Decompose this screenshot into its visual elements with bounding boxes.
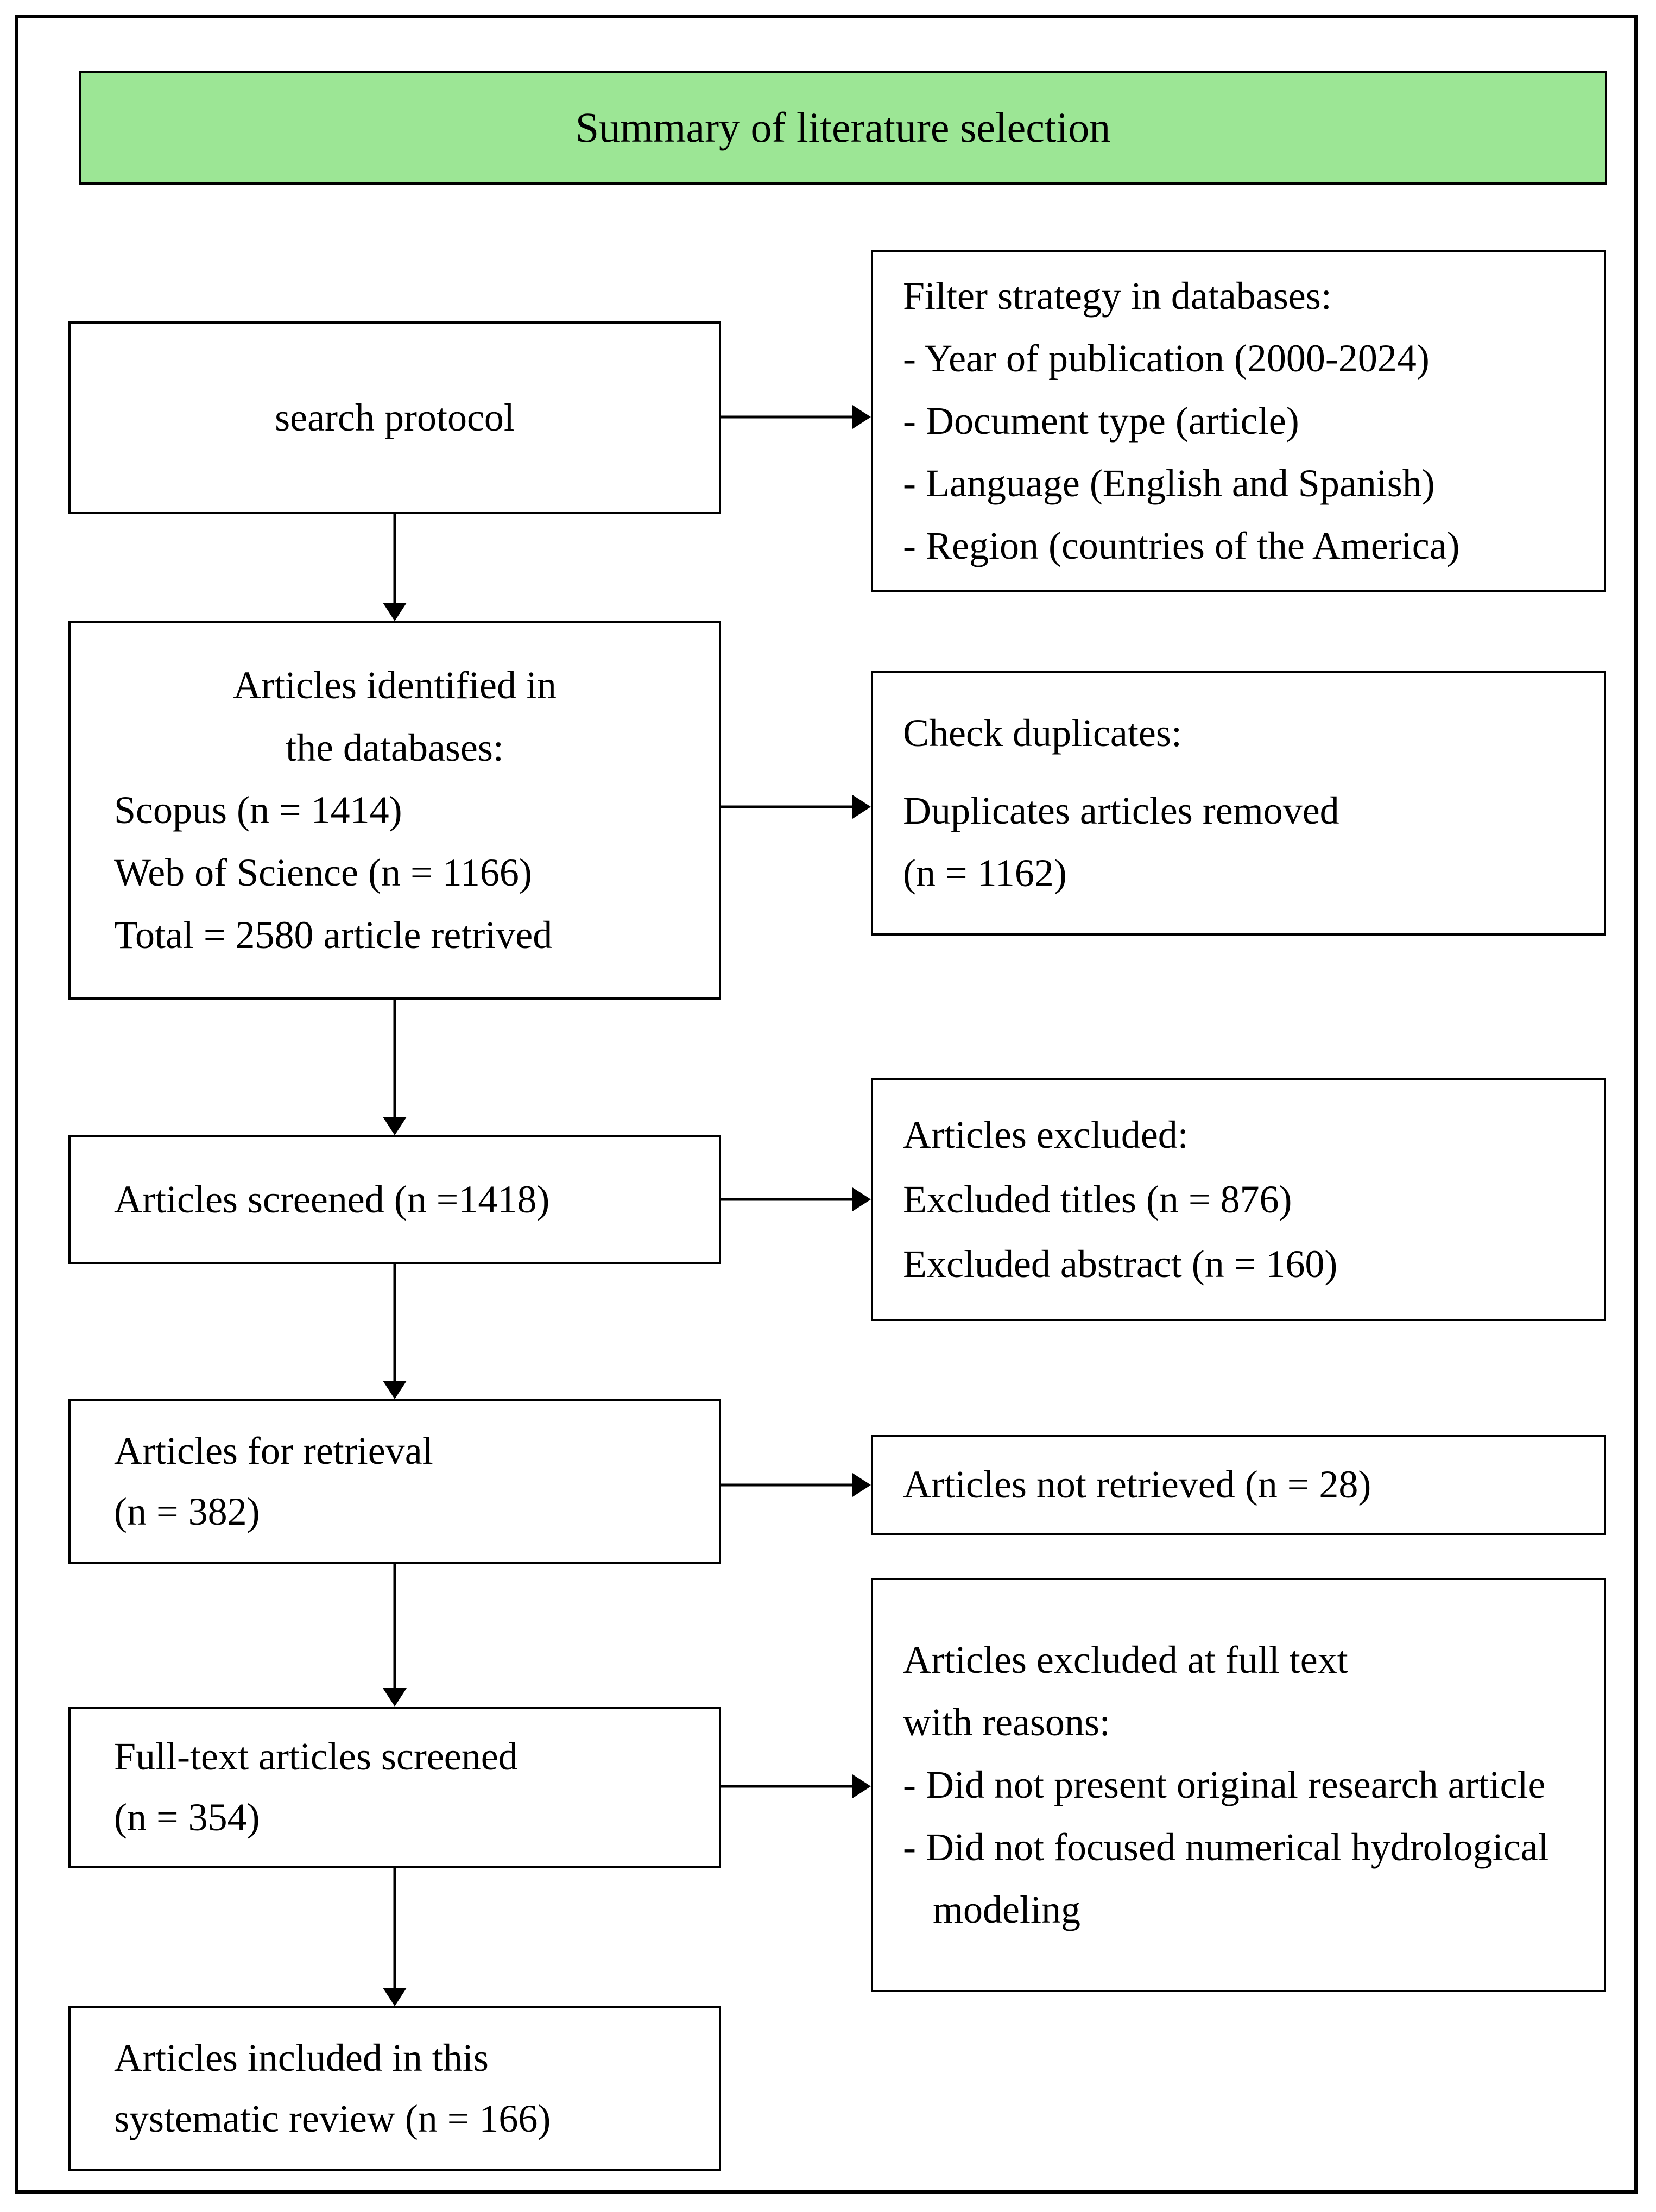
- arrow-screened-to-retrieval: [383, 1264, 407, 1399]
- arrow-shaft: [721, 1785, 855, 1788]
- excluded-fulltext-item: - Did not focused numerical hydrological modeling: [903, 1825, 1549, 1932]
- identified-heading-line: the databases:: [286, 725, 504, 769]
- check-duplicates-line: (n = 1162): [903, 851, 1067, 895]
- not-retrieved-label: Articles not retrieved (n = 28): [903, 1463, 1371, 1507]
- box-search-protocol: [68, 321, 721, 514]
- arrow-shaft: [394, 1564, 396, 1690]
- arrow-head-down-icon: [383, 1117, 407, 1135]
- box-articles-retrieval: [68, 1399, 721, 1564]
- arrow-head-down-icon: [383, 1381, 407, 1399]
- arrow-shaft: [394, 1000, 396, 1119]
- box-check-duplicates: [871, 671, 1606, 936]
- box-filter-strategy: [871, 250, 1606, 592]
- check-duplicates-line: Duplicates articles removed: [903, 788, 1339, 832]
- arrow-shaft: [721, 416, 855, 419]
- arrow-retrieval-to-notretrieved: [721, 1473, 871, 1497]
- arrow-search-to-filter: [721, 405, 871, 429]
- excluded-fulltext-item: - Did not present original research article: [903, 1762, 1546, 1806]
- arrow-head-down-icon: [383, 1688, 407, 1707]
- articles-screened-label: Articles screened (n =1418): [114, 1177, 550, 1221]
- search-protocol-label: search protocol: [275, 395, 515, 439]
- arrow-head-down-icon: [383, 1988, 407, 2006]
- articles-retrieval-line: (n = 382): [114, 1489, 260, 1533]
- arrow-head-right-icon: [852, 795, 871, 819]
- diagram-title-box: [79, 71, 1607, 185]
- box-not-retrieved: [871, 1435, 1606, 1535]
- identified-heading-line: Articles identified in: [233, 663, 557, 707]
- identified-line: Scopus (n = 1414): [114, 788, 402, 832]
- arrow-identified-to-duplicates: [721, 795, 871, 819]
- box-articles-screened: [68, 1135, 721, 1264]
- diagram-title: Summary of literature selection: [575, 103, 1111, 151]
- arrow-identified-to-screened: [383, 1000, 407, 1135]
- articles-excluded-line: Excluded abstract (n = 160): [903, 1242, 1338, 1286]
- box-articles-identified: [68, 621, 721, 1000]
- filter-strategy-item: - Year of publication (2000-2024): [903, 336, 1430, 380]
- arrow-fulltext-to-included: [383, 1868, 407, 2006]
- fulltext-screened-line: (n = 354): [114, 1795, 260, 1839]
- arrow-fulltext-to-excludedreasons: [721, 1774, 871, 1798]
- articles-excluded-line: Excluded titles (n = 876): [903, 1178, 1292, 1222]
- filter-strategy-item: - Document type (article): [903, 399, 1299, 443]
- arrow-head-right-icon: [852, 1473, 871, 1497]
- box-fulltext-screened: [68, 1707, 721, 1868]
- box-articles-included: [68, 2006, 721, 2171]
- filter-strategy-heading: Filter strategy in databases:: [903, 274, 1332, 318]
- arrow-search-to-identified: [383, 514, 407, 621]
- arrow-shaft: [721, 1484, 855, 1487]
- box-excluded-fulltext: [871, 1578, 1606, 1992]
- filter-strategy-item: - Language (English and Spanish): [903, 462, 1435, 505]
- identified-line: Total = 2580 article retrived: [114, 913, 553, 957]
- arrow-shaft: [394, 514, 396, 605]
- excluded-fulltext-heading-line: Articles excluded at full text: [903, 1638, 1348, 1682]
- articles-included-line: Articles included in this: [114, 2036, 489, 2080]
- articles-retrieval-line: Articles for retrieval: [114, 1429, 433, 1472]
- arrow-head-right-icon: [852, 405, 871, 429]
- check-duplicates-heading: Check duplicates:: [903, 711, 1182, 755]
- articles-excluded-heading: Articles excluded:: [903, 1113, 1189, 1157]
- arrow-screened-to-excluded: [721, 1187, 871, 1211]
- arrow-shaft: [721, 1198, 855, 1201]
- arrow-shaft: [394, 1868, 396, 1990]
- arrow-head-right-icon: [852, 1774, 871, 1798]
- filter-strategy-item: - Region (countries of the America): [903, 524, 1460, 568]
- box-articles-excluded: [871, 1078, 1606, 1321]
- articles-included-line: systematic review (n = 166): [114, 2096, 551, 2140]
- arrow-head-right-icon: [852, 1187, 871, 1211]
- arrow-head-down-icon: [383, 603, 407, 621]
- arrow-shaft: [394, 1264, 396, 1383]
- arrow-shaft: [721, 806, 855, 808]
- arrow-retrieval-to-fulltext: [383, 1564, 407, 1707]
- identified-line: Web of Science (n = 1166): [114, 851, 532, 895]
- fulltext-screened-line: Full-text articles screened: [114, 1734, 518, 1778]
- excluded-fulltext-heading-line: with reasons:: [903, 1700, 1110, 1744]
